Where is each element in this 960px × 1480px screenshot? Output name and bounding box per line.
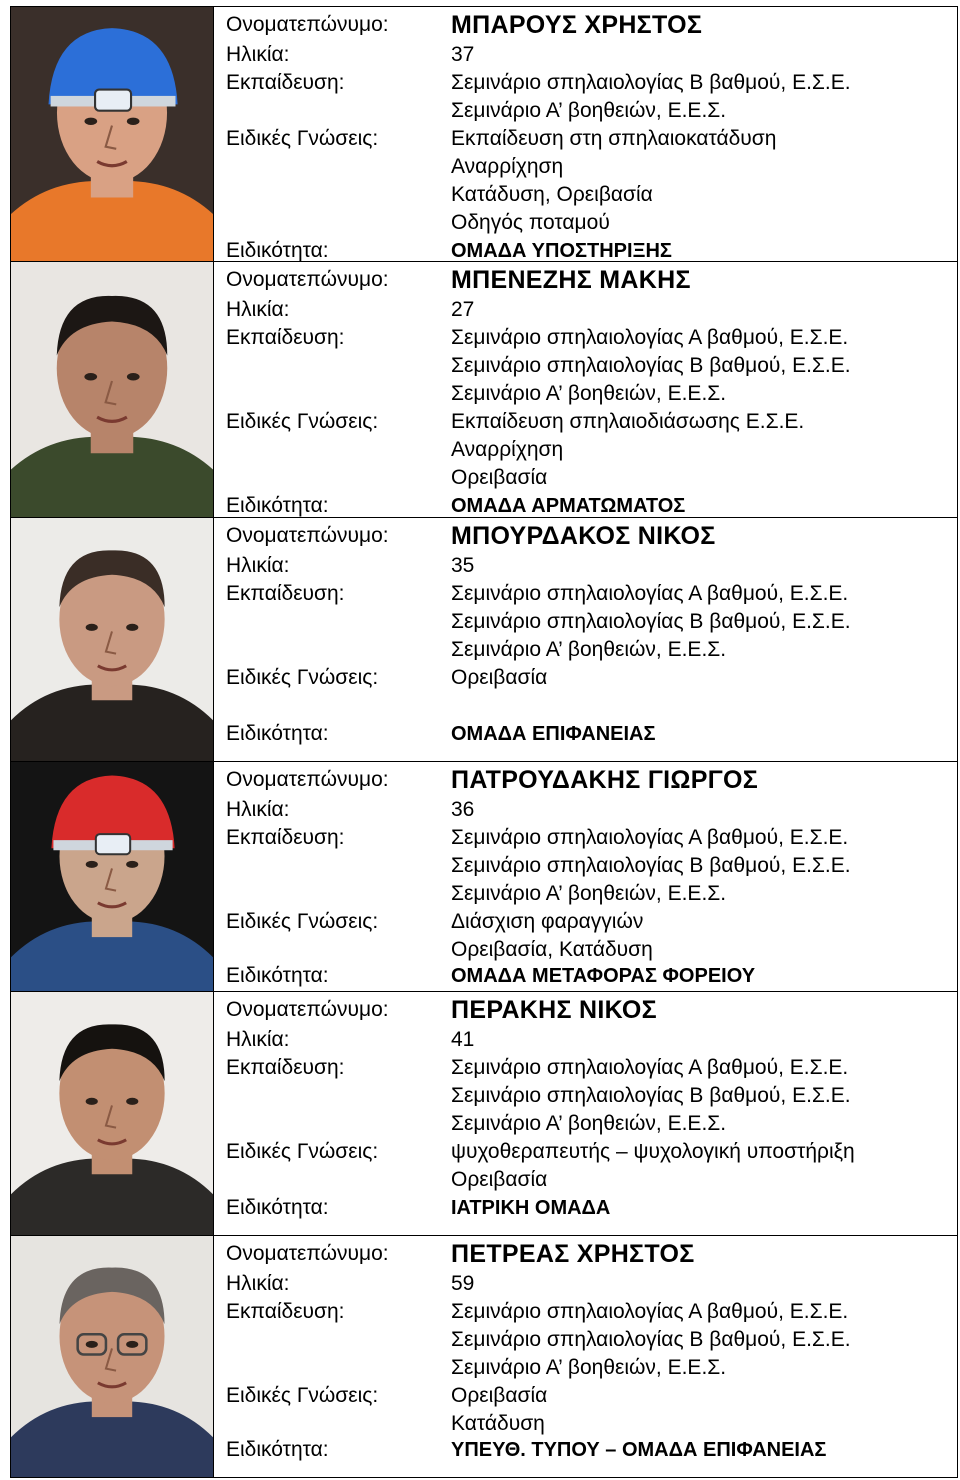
age-field-label: Ηλικία: [226,554,290,577]
education-field-label: Εκπαίδευση: [226,326,345,349]
knowledge-field-value: Αναρρίχηση [451,155,564,178]
specialty-field-label: Ειδικότητα: [226,964,329,987]
knowledge-field [214,1138,957,1166]
knowledge-field [214,153,957,181]
education-field-label: Εκπαίδευση: [226,582,345,605]
knowledge-field [214,181,957,209]
portrait-eye-right [126,1341,138,1348]
knowledge-field [214,209,957,237]
name-field-label: Ονοματεπώνυμο: [226,1242,389,1265]
specialty-field-value: ΙΑΤΡΙΚΗ ΟΜΑΔΑ [451,1197,611,1219]
education-field-value: Σεμινάριο Α’ βοηθειών, Ε.Ε.Σ. [451,882,727,905]
education-field [214,352,957,380]
member-info [214,7,957,261]
education-field-value: Σεμινάριο σπηλαιολογίας Β βαθμού, Ε.Σ.Ε. [451,854,851,877]
knowledge-field-label: Ειδικές Γνώσεις: [226,1140,379,1163]
member-photo [11,7,214,261]
age-field [214,1026,957,1054]
specialty-field [214,1194,957,1222]
specialty-field-label: Ειδικότητα: [226,722,329,745]
portrait-graphic [11,7,213,261]
education-field [214,1054,957,1082]
portrait-eye-left [86,861,98,868]
member-info [214,518,957,761]
portrait-eye-left [84,373,97,380]
education-field-value: Σεμινάριο σπηλαιολογίας Α βαθμού, Ε.Σ.Ε. [451,582,849,605]
education-field-value: Σεμινάριο Α’ βοηθειών, Ε.Ε.Σ. [451,1112,727,1135]
knowledge-field-value: Εκπαίδευση στη σπηλαιοκατάδυση [451,127,777,150]
name-field-label: Ονοματεπώνυμο: [226,768,389,791]
member-info [214,1236,957,1477]
age-field [214,1270,957,1298]
name-field-label: Ονοματεπώνυμο: [226,268,389,291]
specialty-field-label: Ειδικότητα: [226,1196,329,1219]
member-card [10,518,958,762]
specialty-field-label: Ειδικότητα: [226,494,329,517]
education-field [214,824,957,852]
knowledge-field-value: Ορειβασία [451,1384,548,1407]
age-field-label: Ηλικία: [226,43,290,66]
knowledge-field-label: Ειδικές Γνώσεις: [226,666,379,689]
education-field-value: Σεμινάριο σπηλαιολογίας Β βαθμού, Ε.Σ.Ε. [451,1328,851,1351]
specialty-field-value: ΟΜΑΔΑ ΕΠΙΦΑΝΕΙΑΣ [451,723,656,745]
education-field [214,1298,957,1326]
age-field [214,296,957,324]
knowledge-field [214,125,957,153]
specialty-field-value: ΥΠΕΥΘ. ΤΥΠΟΥ – ΟΜΑΔΑ ΕΠΙΦΑΝΕΙΑΣ [451,1439,827,1461]
name-field [214,1240,957,1268]
portrait-graphic [11,262,213,517]
knowledge-field [214,908,957,936]
age-field-value: 27 [451,298,475,321]
education-field [214,69,957,97]
portrait-eye-right [126,624,138,631]
age-field-value: 36 [451,798,475,821]
age-field-label: Ηλικία: [226,1028,290,1051]
knowledge-field [214,936,957,964]
name-field [214,766,957,794]
name-field [214,266,957,294]
name-field [214,522,957,550]
knowledge-field [214,408,957,436]
education-field-value: Σεμινάριο σπηλαιολογίας Β βαθμού, Ε.Σ.Ε. [451,354,851,377]
education-field-label: Εκπαίδευση: [226,826,345,849]
portrait-eye-right [126,1098,138,1105]
specialty-field-value: ΟΜΑΔΑ ΜΕΤΑΦΟΡΑΣ ΦΟΡΕΙΟΥ [451,965,756,987]
specialty-field [214,720,957,748]
knowledge-field-value: Ορειβασία [451,1168,548,1191]
education-field [214,608,957,636]
name-field-label: Ονοματεπώνυμο: [226,524,389,547]
specialty-field [214,962,957,990]
knowledge-field-label: Ειδικές Γνώσεις: [226,410,379,433]
specialty-field-label: Ειδικότητα: [226,239,329,262]
knowledge-field-value: ψυχοθεραπευτής – ψυχολογική υποστήριξη [451,1140,855,1163]
name-field-label: Ονοματεπώνυμο: [226,998,389,1021]
age-field-label: Ηλικία: [226,1272,290,1295]
knowledge-field-value: Εκπαίδευση σπηλαιοδιάσωσης Ε.Σ.Ε. [451,410,805,433]
specialty-field-value: ΟΜΑΔΑ ΥΠΟΣΤΗΡΙΞΗΣ [451,240,672,262]
knowledge-field-value: Κατάδυση [451,1412,545,1435]
knowledge-field-value: Ορειβασία, Κατάδυση [451,938,653,961]
education-field-label: Εκπαίδευση: [226,1300,345,1323]
education-field-value: Σεμινάριο Α’ βοηθειών, Ε.Ε.Σ. [451,99,727,122]
age-field [214,41,957,69]
specialty-field [214,237,957,265]
member-info [214,262,957,517]
age-field-value: 35 [451,554,475,577]
name-field-value: ΠΕΡΑΚΗΣ ΝΙΚΟΣ [451,996,657,1024]
age-field [214,552,957,580]
age-field-label: Ηλικία: [226,298,290,321]
portrait-graphic [11,762,213,991]
portrait-headlamp [96,834,130,854]
knowledge-field [214,1166,957,1194]
age-field-label: Ηλικία: [226,798,290,821]
portrait-eye-right [127,373,140,380]
age-field-value: 59 [451,1272,475,1295]
age-field-value: 41 [451,1028,475,1051]
member-card [10,992,958,1236]
knowledge-field-value: Αναρρίχηση [451,438,564,461]
education-field-value: Σεμινάριο Α’ βοηθειών, Ε.Ε.Σ. [451,382,727,405]
name-field [214,11,957,39]
education-field-label: Εκπαίδευση: [226,71,345,94]
education-field [214,324,957,352]
education-field-value: Σεμινάριο Α’ βοηθειών, Ε.Ε.Σ. [451,1356,727,1379]
name-field-label: Ονοματεπώνυμο: [226,13,389,36]
member-card [10,6,958,262]
name-field [214,996,957,1024]
education-field [214,1354,957,1382]
knowledge-field-value: Οδηγός ποταμού [451,211,610,234]
education-field-value: Σεμινάριο σπηλαιολογίας Β βαθμού, Ε.Σ.Ε. [451,1084,851,1107]
knowledge-field-label: Ειδικές Γνώσεις: [226,1384,379,1407]
portrait-graphic [11,992,213,1235]
knowledge-field [214,1410,957,1438]
knowledge-field [214,664,957,692]
knowledge-field-value: Διάσχιση φαραγγιών [451,910,644,933]
knowledge-field [214,436,957,464]
portrait-eye-left [86,624,98,631]
member-card [10,262,958,518]
knowledge-field-value: Ορειβασία [451,466,548,489]
education-field [214,636,957,664]
education-field-value: Σεμινάριο σπηλαιολογίας Α βαθμού, Ε.Σ.Ε. [451,326,849,349]
education-field [214,97,957,125]
member-photo [11,992,214,1235]
knowledge-field-label: Ειδικές Γνώσεις: [226,127,379,150]
portrait-eye-left [86,1098,98,1105]
portrait-eye-right [126,861,138,868]
knowledge-field-value: Κατάδυση, Ορειβασία [451,183,653,206]
portrait-graphic [11,1236,213,1477]
education-field [214,1110,957,1138]
portrait-eye-left [86,1341,98,1348]
name-field-value: ΠΕΤΡΕΑΣ ΧΡΗΣΤΟΣ [451,1240,695,1268]
education-field-value: Σεμινάριο σπηλαιολογίας Β βαθμού, Ε.Σ.Ε. [451,610,851,633]
age-field [214,796,957,824]
education-field [214,1326,957,1354]
member-info [214,992,957,1235]
member-card [10,762,958,992]
name-field-value: ΜΠΑΡΟΥΣ ΧΡΗΣΤΟΣ [451,11,703,39]
specialty-field [214,1436,957,1464]
portrait-headlamp [95,90,131,111]
member-photo [11,518,214,761]
education-field [214,380,957,408]
education-field-value: Σεμινάριο σπηλαιολογίας Β βαθμού, Ε.Σ.Ε. [451,71,851,94]
specialty-field [214,492,957,520]
portrait-graphic [11,518,213,761]
member-photo [11,762,214,991]
knowledge-field-label: Ειδικές Γνώσεις: [226,910,379,933]
education-field [214,1082,957,1110]
portrait-eye-right [127,118,140,125]
name-field-value: ΠΑΤΡΟΥΔΑΚΗΣ ΓΙΩΡΓΟΣ [451,766,759,794]
education-field [214,852,957,880]
education-field-label: Εκπαίδευση: [226,1056,345,1079]
specialty-field-label: Ειδικότητα: [226,1438,329,1461]
education-field-value: Σεμινάριο σπηλαιολογίας Α βαθμού, Ε.Σ.Ε. [451,1056,849,1079]
member-photo [11,1236,214,1477]
education-field-value: Σεμινάριο σπηλαιολογίας Α βαθμού, Ε.Σ.Ε. [451,1300,849,1323]
portrait-eye-left [84,118,97,125]
member-card [10,1236,958,1478]
name-field-value: ΜΠΟΥΡΔΑΚΟΣ ΝΙΚΟΣ [451,522,716,550]
knowledge-field [214,1382,957,1410]
education-field [214,880,957,908]
education-field-value: Σεμινάριο σπηλαιολογίας Α βαθμού, Ε.Σ.Ε. [451,826,849,849]
education-field [214,580,957,608]
member-photo [11,262,214,517]
knowledge-field [214,464,957,492]
member-info [214,762,957,991]
specialty-field-value: ΟΜΑΔΑ ΑΡΜΑΤΩΜΑΤΟΣ [451,495,686,517]
knowledge-field-value: Ορειβασία [451,666,548,689]
age-field-value: 37 [451,43,475,66]
name-field-value: ΜΠΕΝΕΖΗΣ ΜΑΚΗΣ [451,266,691,294]
education-field-value: Σεμινάριο Α’ βοηθειών, Ε.Ε.Σ. [451,638,727,661]
